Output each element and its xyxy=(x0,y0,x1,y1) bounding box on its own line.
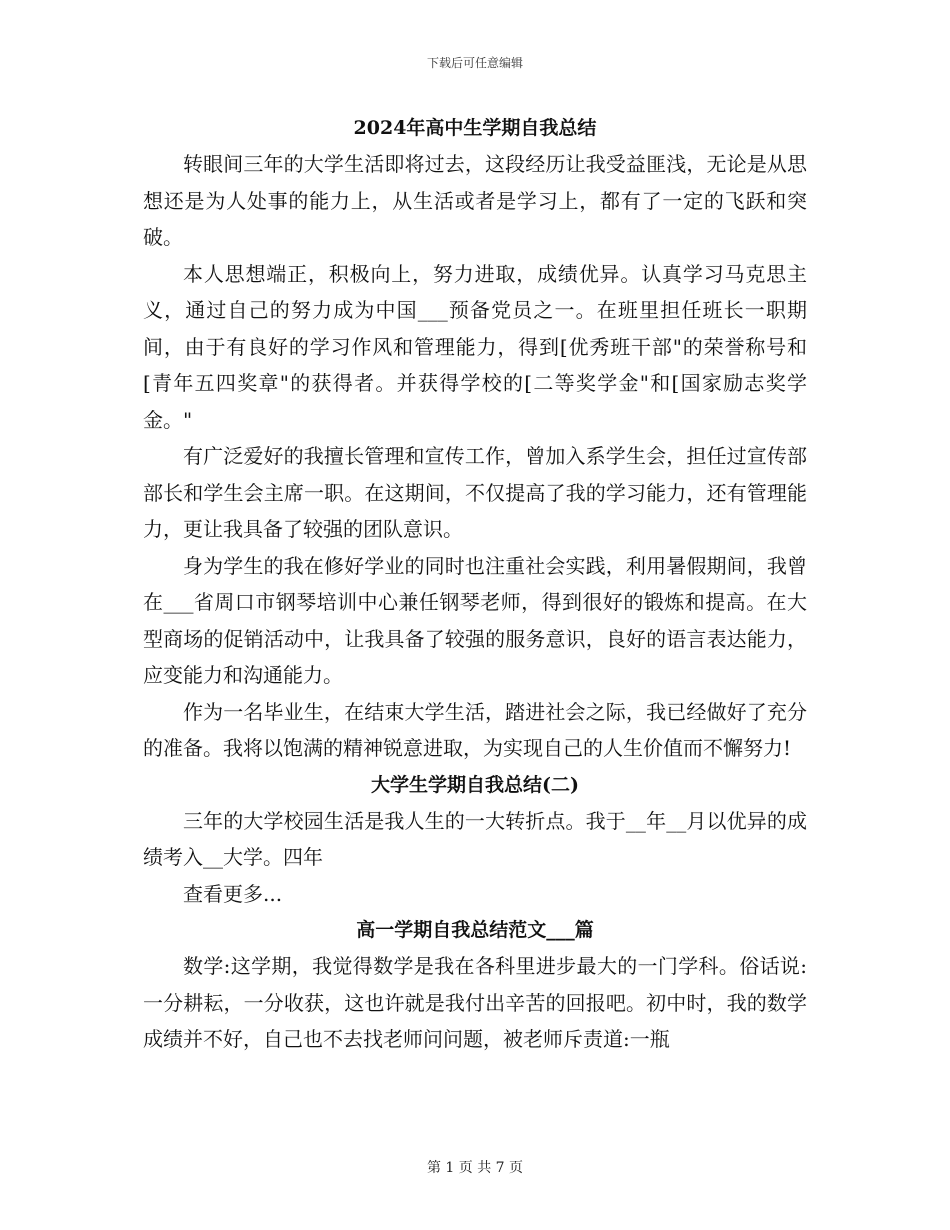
header-note: 下载后可任意编辑 xyxy=(426,56,523,70)
section-title: 高一学期自我总结范文___篇 xyxy=(356,919,594,941)
paragraph: 本人思想端正，积极向上，努力进取，成绩优异。认真学习马克思主义，通过自己的努力成为中国___预备党员之一。在班里担任班长一职期间，由于有良好的学习作风和管理能力，得到[优秀班干部"的荣誉称号和[青年五四奖章"的获得者。并获得学校的[二等奖学金"和[国家励志奖学金。" xyxy=(143,261,807,432)
view-more-link[interactable]: 查看更多... xyxy=(183,881,283,906)
paragraph: 作为一名毕业生，在结束大学生活，踏进社会之际，我已经做好了充分的准备。我将以饱满的精神锐意进取，为实现自己的人生价值而不懈努力! xyxy=(143,699,807,760)
section-1 xyxy=(143,110,807,767)
paragraph: 数学:这学期，我觉得数学是我在各科里进步最大的一门学科。俗话说:一分耕耘，一分收获，这也许就是我付出辛苦的回报吧。初中时，我的数学成绩并不好，自己也不去找老师问问题，被老师斥责道:一瓶 xyxy=(143,954,807,1051)
paragraph: 三年的大学校园生活是我人生的一大转折点。我于__年__月以优异的成绩考入__大学。四年 xyxy=(143,808,807,869)
section-2 xyxy=(143,767,807,913)
paragraph: 转眼间三年的大学生活即将过去，这段经历让我受益匪浅，无论是从思想还是为人处事的能力上，从生活或者是学习上，都有了一定的飞跃和突破。 xyxy=(143,152,807,249)
section-title: 2024年高中生学期自我总结 xyxy=(353,117,597,139)
section-3 xyxy=(143,912,807,1058)
document-body xyxy=(143,110,807,1058)
page-number: 第 1 页 共 7 页 xyxy=(426,1160,524,1176)
section-title: 大学生学期自我总结(二) xyxy=(371,773,579,796)
paragraph: 身为学生的我在修好学业的同时也注重社会实践，利用暑假期间，我曾在___省周口市钢琴培训中心兼任钢琴老师，得到很好的锻炼和提高。在大型商场的促销活动中，让我具备了较强的服务意识，良好的语言表达能力，应变能力和沟通能力。 xyxy=(143,553,807,687)
paragraph: 有广泛爱好的我擅长管理和宣传工作，曾加入系学生会，担任过宣传部部长和学生会主席一职。在这期间，不仅提高了我的学习能力，还有管理能力，更让我具备了较强的团队意识。 xyxy=(143,444,807,541)
